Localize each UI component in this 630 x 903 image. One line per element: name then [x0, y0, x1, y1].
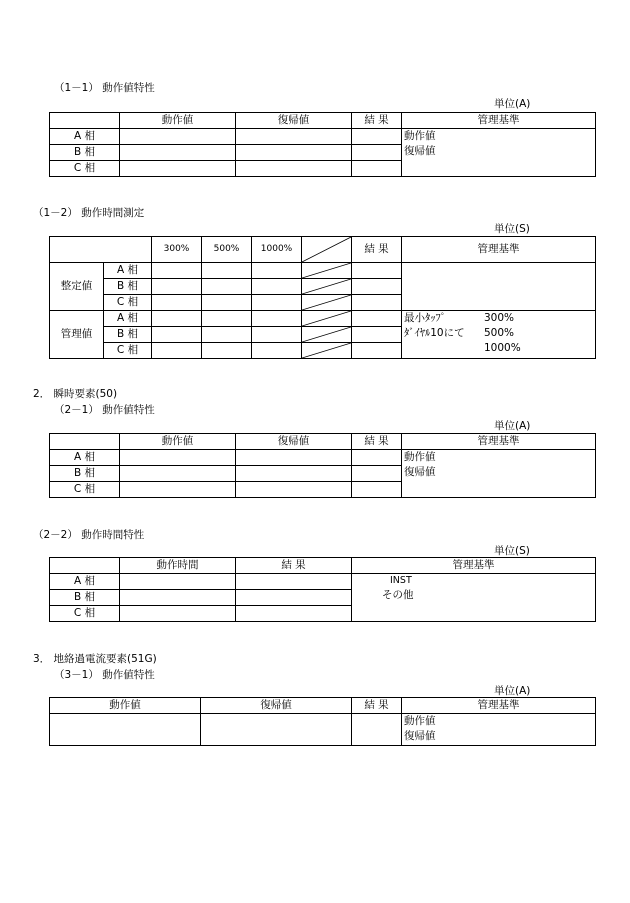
- section-2-1-table: [49, 433, 596, 498]
- cell[interactable]: [352, 311, 402, 327]
- cell[interactable]: [236, 482, 352, 498]
- cell[interactable]: [236, 450, 352, 466]
- cell[interactable]: [236, 145, 352, 161]
- header-criteria: 管理基準: [402, 698, 596, 714]
- cell[interactable]: [352, 327, 402, 343]
- cell[interactable]: [152, 279, 202, 295]
- header-1000: 1000%: [252, 237, 302, 263]
- cell[interactable]: [202, 311, 252, 327]
- cell[interactable]: [120, 590, 236, 606]
- cell[interactable]: [120, 145, 236, 161]
- header-reset-value: 復帰値: [201, 698, 352, 714]
- header-result: 結 果: [352, 237, 402, 263]
- cell[interactable]: [352, 295, 402, 311]
- diagonal-cell: [302, 343, 352, 359]
- cell[interactable]: [236, 590, 352, 606]
- row-label-c: C 相: [50, 161, 120, 177]
- header-blank: [50, 434, 120, 450]
- header-result: 結 果: [352, 113, 402, 129]
- header-reset-value: 復帰値: [236, 113, 352, 129]
- cell[interactable]: [120, 482, 236, 498]
- header-criteria: 管理基準: [402, 434, 596, 450]
- header-reset-value: 復帰値: [236, 434, 352, 450]
- header-criteria: 管理基準: [402, 237, 596, 263]
- section-2-2-table: [49, 557, 596, 622]
- section-2-title: 2． 瞬時要素(50): [33, 388, 118, 400]
- diagonal-cell: [302, 263, 352, 279]
- cell[interactable]: [152, 263, 202, 279]
- criteria-1000: 1000%: [484, 342, 521, 354]
- cell[interactable]: [120, 466, 236, 482]
- section-3-1-unit: 単位(A): [494, 685, 531, 697]
- row-label-c: C 相: [104, 343, 152, 359]
- cell[interactable]: [252, 327, 302, 343]
- cell[interactable]: [236, 606, 352, 622]
- diagonal-cell: [302, 311, 352, 327]
- section-1-1-table: [49, 112, 596, 177]
- row-label-c: C 相: [104, 295, 152, 311]
- group-setting-value: 整定値: [50, 263, 104, 311]
- row-label-a: A 相: [104, 263, 152, 279]
- cell[interactable]: [352, 450, 402, 466]
- cell[interactable]: [352, 279, 402, 295]
- cell[interactable]: [352, 482, 402, 498]
- cell[interactable]: [352, 466, 402, 482]
- cell[interactable]: [236, 161, 352, 177]
- cell[interactable]: [201, 714, 352, 746]
- cell[interactable]: [252, 311, 302, 327]
- diagonal-cell: [302, 295, 352, 311]
- cell[interactable]: [202, 343, 252, 359]
- row-label-b: B 相: [50, 466, 120, 482]
- criteria-reset: 復帰値: [404, 145, 436, 157]
- criteria-operate: 動作値: [404, 451, 436, 463]
- header-operate-value: 動作値: [50, 698, 201, 714]
- header-result: 結 果: [352, 698, 402, 714]
- cell[interactable]: [252, 263, 302, 279]
- section-2-2-title: （2－2） 動作時間特性: [33, 529, 145, 541]
- header-500: 500%: [202, 237, 252, 263]
- cell[interactable]: [202, 279, 252, 295]
- section-1-1-title: （1－1） 動作値特性: [54, 82, 155, 94]
- criteria-reset: 復帰値: [404, 730, 436, 742]
- criteria-dial-10: ﾀﾞｲﾔﾙ10にて: [404, 327, 465, 339]
- cell[interactable]: [120, 606, 236, 622]
- cell[interactable]: [202, 263, 252, 279]
- cell[interactable]: [202, 327, 252, 343]
- cell[interactable]: [120, 450, 236, 466]
- header-criteria: 管理基準: [402, 113, 596, 129]
- cell[interactable]: [50, 714, 201, 746]
- cell[interactable]: [202, 295, 252, 311]
- section-3-1-table: [49, 697, 596, 746]
- header-result: 結 果: [236, 558, 352, 574]
- section-1-1-unit: 単位(A): [494, 98, 531, 110]
- cell[interactable]: [152, 327, 202, 343]
- criteria-cell: [402, 714, 596, 746]
- row-label-a: A 相: [104, 311, 152, 327]
- diagonal-cell: [302, 237, 352, 263]
- row-label-b: B 相: [104, 279, 152, 295]
- group-management-value: 管理値: [50, 311, 104, 359]
- row-label-a: A 相: [50, 129, 120, 145]
- criteria-cell: [402, 129, 596, 177]
- cell[interactable]: [352, 161, 402, 177]
- criteria-operate: 動作値: [404, 130, 436, 142]
- row-label-a: A 相: [50, 574, 120, 590]
- section-1-2-unit: 単位(S): [494, 223, 530, 235]
- section-2-2-unit: 単位(S): [494, 545, 530, 557]
- cell[interactable]: [352, 714, 402, 746]
- cell[interactable]: [352, 343, 402, 359]
- criteria-cell: [402, 450, 596, 498]
- section-1-2-table: [49, 236, 596, 359]
- header-blank: [50, 237, 152, 263]
- section-2-1-title: （2－1） 動作値特性: [54, 404, 155, 416]
- cell[interactable]: [152, 311, 202, 327]
- criteria-cell-blank: [402, 263, 596, 311]
- criteria-300: 300%: [484, 312, 515, 324]
- header-operate-value: 動作値: [120, 113, 236, 129]
- section-3-1-title: （3－1） 動作値特性: [54, 669, 155, 681]
- row-label-c: C 相: [50, 606, 120, 622]
- row-label-c: C 相: [50, 482, 120, 498]
- row-label-a: A 相: [50, 450, 120, 466]
- header-300: 300%: [152, 237, 202, 263]
- section-2-1-unit: 単位(A): [494, 420, 531, 432]
- cell[interactable]: [236, 574, 352, 590]
- criteria-min-tap: 最小ﾀｯﾌﾟ: [404, 312, 446, 324]
- section-1-2-title: （1－2） 動作時間測定: [33, 207, 145, 219]
- header-operate-value: 動作値: [120, 434, 236, 450]
- cell[interactable]: [236, 129, 352, 145]
- criteria-inst: INST: [390, 575, 412, 586]
- section-3-title: 3． 地絡過電流要素(51G): [33, 653, 157, 665]
- cell[interactable]: [152, 295, 202, 311]
- cell[interactable]: [252, 295, 302, 311]
- row-label-b: B 相: [50, 590, 120, 606]
- cell[interactable]: [352, 263, 402, 279]
- row-label-b: B 相: [104, 327, 152, 343]
- criteria-500: 500%: [484, 327, 515, 339]
- header-operate-time: 動作時間: [120, 558, 236, 574]
- header-criteria: 管理基準: [352, 558, 596, 574]
- cell[interactable]: [236, 466, 352, 482]
- header-blank: [50, 113, 120, 129]
- cell[interactable]: [252, 343, 302, 359]
- cell[interactable]: [120, 161, 236, 177]
- diagonal-cell: [302, 327, 352, 343]
- cell[interactable]: [352, 129, 402, 145]
- criteria-operate: 動作値: [404, 715, 436, 727]
- cell[interactable]: [252, 279, 302, 295]
- header-blank: [50, 558, 120, 574]
- criteria-cell: [402, 311, 596, 359]
- cell[interactable]: [352, 145, 402, 161]
- criteria-other: その他: [382, 589, 414, 601]
- criteria-cell: [352, 574, 596, 622]
- cell[interactable]: [152, 343, 202, 359]
- criteria-reset: 復帰値: [404, 466, 436, 478]
- header-result: 結 果: [352, 434, 402, 450]
- row-label-b: B 相: [50, 145, 120, 161]
- diagonal-cell: [302, 279, 352, 295]
- cell[interactable]: [120, 129, 236, 145]
- cell[interactable]: [120, 574, 236, 590]
